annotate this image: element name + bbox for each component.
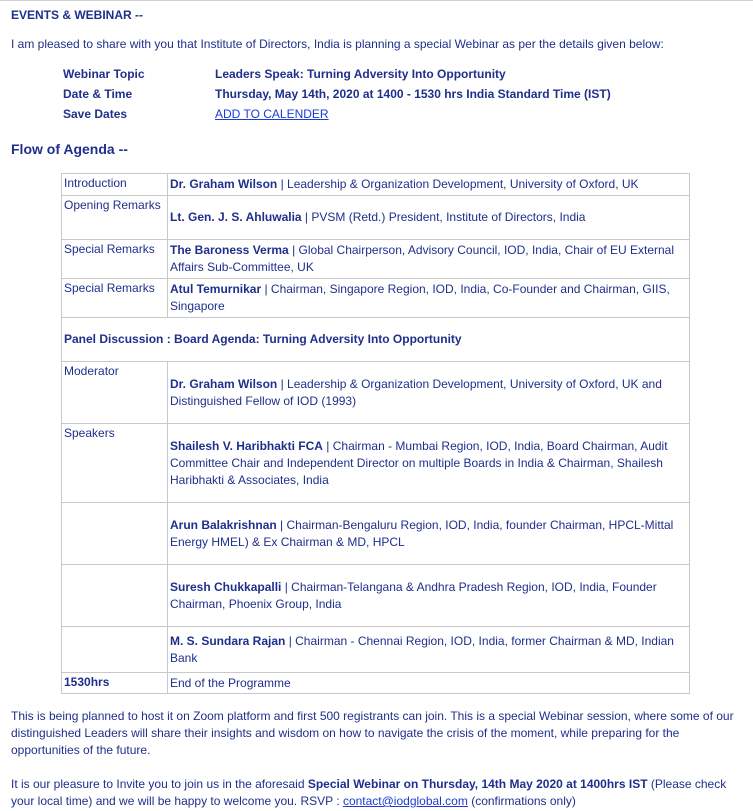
- agenda-entry: [168, 362, 690, 424]
- agenda-title: Flow of Agenda --: [11, 141, 128, 157]
- agenda-entry: [168, 565, 690, 627]
- agenda-entry: [168, 174, 690, 196]
- table-row: [62, 174, 690, 196]
- section-heading: EVENTS & WEBINAR --: [11, 8, 143, 22]
- person-name: Atul Temurnikar: [170, 282, 262, 296]
- date-value: Thursday, May 14th, 2020 at 1400 - 1530 hrs India Standard Time (IST): [215, 87, 611, 101]
- person-role: | Chairman-Telangana & Andhra Pradesh Region, IOD, India, Founder Chairman, Phoenix Group, India: [170, 579, 657, 611]
- table-row: [62, 565, 690, 627]
- agenda-label: Moderator: [62, 362, 168, 424]
- invite-text-3: (confirmations only): [467, 794, 576, 808]
- agenda-entry: [168, 196, 690, 240]
- table-row: [62, 240, 690, 279]
- person-role: | Leadership & Organization Development, University of Oxford, UK and Distinguished Fellow of IOD (1993): [170, 376, 662, 408]
- agenda-entry: [168, 627, 690, 673]
- agenda-label-empty: [62, 565, 168, 627]
- agenda-label: Introduction: [62, 174, 168, 196]
- end-time: 1530hrs: [62, 673, 168, 694]
- invite-text: It is our pleasure to Invite you to join us in the aforesaid: [11, 777, 308, 791]
- person-name: Shailesh V. Haribhakti FCA: [170, 438, 323, 453]
- agenda-label: Opening Remarks: [62, 196, 168, 240]
- table-row: [62, 673, 690, 694]
- person-name: M. S. Sundara Rajan: [170, 633, 286, 648]
- person-role: | Chairman-Bengaluru Region, IOD, India, founder Chairman, HPCL-Mittal Energy HMEL) & Ex Chairman & MD, HPCL: [170, 517, 674, 549]
- table-row: [62, 424, 690, 503]
- agenda-table: [61, 173, 690, 694]
- person-name: Dr. Graham Wilson: [170, 376, 278, 391]
- topic-label: Webinar Topic: [63, 67, 145, 81]
- agenda-entry: [168, 424, 690, 503]
- person-role: | Global Chairperson, Advisory Council, IOD, India, Chair of EU External Affairs Sub-Committee, UK: [170, 243, 675, 274]
- person-role: | Leadership & Organization Development, University of Oxford, UK: [277, 177, 639, 191]
- invite-paragraph: [11, 776, 746, 810]
- webinar-details: [63, 67, 611, 127]
- table-row: [62, 362, 690, 424]
- table-row: [62, 279, 690, 318]
- date-label: Date & Time: [63, 87, 133, 101]
- agenda-label: Special Remarks: [62, 279, 168, 318]
- person-role: | PVSM (Retd.) President, Institute of Directors, India: [301, 210, 586, 224]
- person-name: The Baroness Verma: [170, 243, 289, 257]
- agenda-label: Speakers: [62, 424, 168, 503]
- agenda-label: Special Remarks: [62, 240, 168, 279]
- add-to-calendar-link[interactable]: ADD TO CALENDER: [215, 107, 329, 121]
- person-name: Dr. Graham Wilson: [170, 177, 278, 191]
- agenda-label-empty: [62, 503, 168, 565]
- person-role: | Chairman - Mumbai Region, IOD, India, Board Chairman, Audit Committee Chair and Independent Director on multiple Boards in India & Chairman, Shailesh Haribhakti & Associates, India: [170, 438, 668, 487]
- person-name: Suresh Chukkapalli: [170, 579, 282, 594]
- rsvp-email-link[interactable]: contact@iodglobal.com: [342, 794, 468, 808]
- table-row: [62, 503, 690, 565]
- agenda-entry: [168, 503, 690, 565]
- info-paragraph: This is being planned to host it on Zoom platform and first 500 registrants can join. This is a special Webinar session, where some of our distinguished Leaders will share their insights and wisdom on how to navigate the crisis of the moment, while preparing for the opportunities of the future.: [11, 709, 734, 757]
- person-name: Lt. Gen. J. S. Ahluwalia: [170, 210, 302, 224]
- save-dates-label: Save Dates: [63, 107, 128, 121]
- end-text: End of the Programme: [168, 673, 690, 694]
- table-row: [62, 196, 690, 240]
- intro-text: I am pleased to share with you that Institute of Directors, India is planning a special Webinar as per the details given below:: [11, 37, 664, 51]
- detail-row-save: [63, 107, 611, 127]
- invite-highlight: Special Webinar on Thursday, 14th May 2020 at 1400hrs IST: [307, 777, 648, 791]
- table-row: [62, 627, 690, 673]
- table-row: [62, 318, 690, 362]
- detail-row-date: [63, 87, 611, 107]
- topic-value: Leaders Speak: Turning Adversity Into Opportunity: [215, 67, 506, 81]
- detail-row-topic: [63, 67, 611, 87]
- agenda-entry: [168, 240, 690, 279]
- panel-discussion-title: Panel Discussion : Board Agenda: Turning Adversity Into Opportunity: [62, 318, 690, 362]
- person-name: Arun Balakrishnan: [170, 517, 277, 532]
- person-role: | Chairman, Singapore Region, IOD, India, Co-Founder and Chairman, GIIS, Singapore: [170, 282, 670, 313]
- person-role: | Chairman - Chennai Region, IOD, India, former Chairman & MD, Indian Bank: [170, 633, 674, 665]
- agenda-entry: [168, 279, 690, 318]
- invite-text-2: (Please check your local time) and we will be happy to welcome you. RSVP :: [11, 777, 727, 808]
- agenda-label-empty: [62, 627, 168, 673]
